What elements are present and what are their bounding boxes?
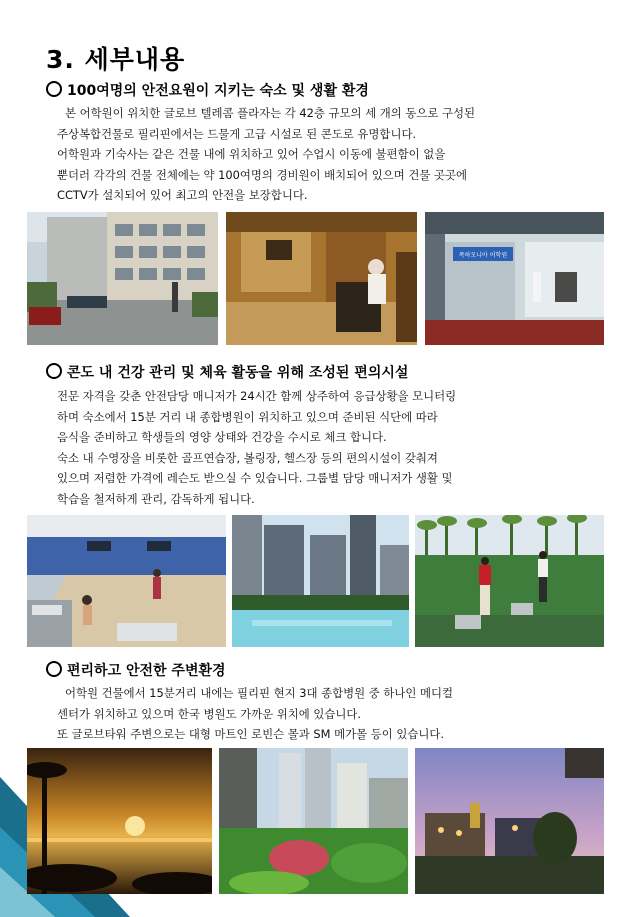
lobby-security-desk-photo xyxy=(226,212,417,345)
body-line: 어학원 건물에서 15분거리 내에는 필리핀 현지 3대 종합병원 중 하나인 메디컬 xyxy=(65,686,454,700)
city-garden-photo xyxy=(219,748,408,894)
body-line: 있으며 저렴한 가격에 레슨도 받으실 수 있습니다. 그룹별 담당 매니저가 생활 및 xyxy=(57,471,453,485)
section-heading-facilities xyxy=(46,362,408,382)
section-heading-accommodation xyxy=(46,80,369,100)
section-heading-text: 콘도 내 건강 관리 및 체육 활동을 위해 조성된 편의시설 xyxy=(67,365,409,381)
section-heading-text: 편리하고 안전한 주변환경 xyxy=(67,663,226,679)
section-heading-surroundings xyxy=(46,660,226,680)
page-title: 3. 세부내용 xyxy=(46,45,186,74)
academy-entrance-photo xyxy=(425,212,604,345)
section-body-accommodation xyxy=(57,103,597,206)
body-line: 하며 숙소에서 15분 거리 내 종합병원이 위치하고 있으며 준비된 식단에 따라 xyxy=(57,409,438,424)
golf-driving-range-photo xyxy=(415,515,604,647)
circle-bullet-icon xyxy=(46,363,62,379)
bowling-alley-photo xyxy=(27,515,226,647)
body-line: 센터가 위치하고 있으며 한국 병원도 가까운 위치에 있습니다. xyxy=(57,706,362,721)
section-heading-text: 100여명의 안전요원이 지키는 숙소 및 생활 환경 xyxy=(67,83,369,99)
building-exterior-photo xyxy=(27,212,218,345)
body-line: 음식을 준비하고 학생들의 영양 상태와 건강을 수시로 체크 합니다. xyxy=(57,430,387,444)
academy-sign-text: 폭하모니아 어학원 xyxy=(458,252,508,259)
body-line: 주상복합건물로 필리핀에서는 드물게 고급 시설로 된 콘도로 유명합니다. xyxy=(57,126,417,141)
body-line: 어학원과 기숙사는 같은 건물 내에 위치하고 있어 수업시 이동에 불편함이 없을 xyxy=(57,147,446,161)
section-body-facilities xyxy=(57,386,597,509)
body-line: 숙소 내 수영장을 비롯한 골프연습장, 볼링장, 헬스장 등의 편의시설이 갖춰져 xyxy=(57,450,438,465)
circle-bullet-icon xyxy=(46,661,62,677)
circle-bullet-icon xyxy=(46,81,62,97)
night-plaza-photo xyxy=(415,748,604,894)
swimming-pool-photo xyxy=(232,515,409,647)
body-line: 또 글로브타워 주변으로는 대형 마트인 로빈슨 몰과 SM 메가몰 등이 있습니다. xyxy=(57,727,444,741)
body-line: CCTV가 설치되어 있어 최고의 안전을 보장합니다. xyxy=(57,188,308,202)
body-line: 전문 자격을 갖춘 안전담당 매니저가 24시간 함께 상주하여 응급상황을 모니터링 xyxy=(57,389,457,403)
body-line: 본 어학원이 위치한 글로브 텔레콤 플라자는 각 42층 규모의 세 개의 동으로 구성된 xyxy=(65,106,476,120)
body-line: 학습을 철저하게 관리, 감독하게 됩니다. xyxy=(57,491,255,506)
sunset-beach-photo xyxy=(27,748,212,894)
body-line: 뿐더러 각각의 건물 전체에는 약 100여명의 경비원이 배치되어 있으며 건물 곳곳에 xyxy=(57,167,468,182)
section-body-surroundings xyxy=(57,683,597,745)
